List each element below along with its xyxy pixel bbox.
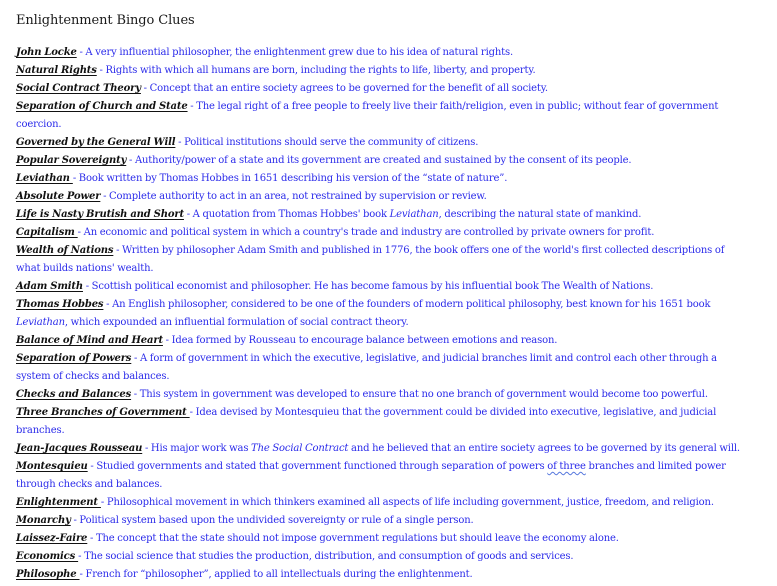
clue-term: Social Contract Theory [16,83,141,94]
clue-description [107,497,714,508]
clue-item [16,170,761,188]
italic-title: The Social Contract [251,443,349,454]
clue-item [16,296,761,332]
clue-item [16,224,761,242]
clue-item [16,494,761,512]
clue-description [105,65,535,76]
clue-term: Balance of Mind and Heart [16,335,163,346]
clue-item [16,566,761,584]
clue-item [16,332,761,350]
description-text: Political system based upon the undivided sovereignty or rule of a single person. [79,515,474,526]
description-text: Concept that an entire society agrees to be governed for the benefit of all society. [149,83,548,94]
clue-item [16,98,761,134]
clue-item [16,548,761,566]
description-text: Rights with which all humans are born, including the rights to life, liberty, and property. [105,65,536,76]
clue-term: Adam Smith [16,281,83,292]
clue-separator: - [100,497,107,508]
clue-separator: - [113,245,123,256]
clue-term: Thomas Hobbes [16,299,104,310]
clue-description [92,281,654,292]
clue-description [109,191,487,202]
clue-separator: - [140,83,150,94]
clue-description [135,155,632,166]
clue-separator: - [131,389,140,400]
spellcheck-flag: of three [547,461,586,472]
clue-item [16,206,761,224]
clue-term: Natural Rights [16,65,97,76]
clue-separator: - [142,443,151,454]
document-title: Enlightenment Bingo Clues [16,13,195,28]
clue-term: Philosophe [16,569,80,580]
clue-term: Separation of Church and State [16,101,188,112]
clue-separator: - [87,533,96,544]
clue-item [16,278,761,296]
clue-separator: - [100,191,110,202]
description-text: An economic and political system in which a country's trade and industry are controlled by private owners for profit. [83,227,655,238]
clue-term: Jean-Jacques Rousseau [16,443,143,454]
description-text: Book written by Thomas Hobbes in 1651 describing his version of the “state of nature”. [78,173,508,184]
clue-separator: - [76,47,86,58]
clue-item [16,62,761,80]
description-text: , which expounded an influential formulation of social contract theory. [64,317,409,328]
clue-term: Montesquieu [16,461,88,472]
clue-description [184,137,478,148]
clue-item [16,152,761,170]
clue-item [16,188,761,206]
description-text: Philosophical movement in which thinkers examined all aspects of life including government, justice, freedom, and religion. [106,497,714,508]
clue-description [16,299,710,328]
description-text: Complete authority to act in an area, not restrained by supervision or review. [109,191,487,202]
clue-item [16,350,761,386]
clue-item [16,134,761,152]
clue-separator: - [189,407,196,418]
clue-term: Three Branches of Government [16,407,190,418]
clue-term: Separation of Powers [16,353,132,364]
clue-term: John Locke [16,47,77,58]
description-text: Idea formed by Rousseau to encourage balance between emotions and reason. [171,335,558,346]
clue-item [16,44,761,62]
description-text: Idea devised by Montesquieu that the government could be divided into executive, legislative, and judicial branches. [16,407,717,436]
clue-separator: - [77,227,84,238]
description-text: This system in government was developed to ensure that no one branch of government would become too powerful. [139,389,708,400]
clue-separator: - [175,137,185,148]
clue-term: Life is Nasty Brutish and Short [16,209,184,220]
clue-term: Leviathan [16,173,73,184]
clue-separator: - [82,281,92,292]
clue-description [85,47,513,58]
clue-term: Checks and Balances [16,389,132,400]
clue-separator: - [187,101,197,112]
description-text: A form of government in which the executive, legislative, and judicial branches limit and control each other through a system of checks and balances. [16,353,717,382]
description-text: Written by philosopher Adam Smith and published in 1776, the book offers one of the world's first collected descriptions of what builds nations' wealth. [16,245,725,274]
clue-description [96,533,619,544]
clue-term: Laissez-Faire [16,533,88,544]
clue-separator: - [103,299,113,310]
clue-description [85,569,472,580]
clue-item [16,512,761,530]
clue-description [84,551,573,562]
clue-description [79,173,507,184]
description-text: , describing the natural state of mankind. [438,209,642,220]
clue-description [79,515,473,526]
description-text: An English philosopher, considered to be one of the founders of modern political philosophy, best known for his 1651 book [112,299,711,310]
description-text: branches and limited power through checks and balances. [16,461,726,490]
description-text: Studied governments and stated that government functioned through separation of powers [96,461,548,472]
clue-description [151,443,740,454]
clue-description [16,461,726,490]
clue-description [150,83,548,94]
italic-title: Leviathan [389,209,439,220]
clue-term: Capitalism [16,227,78,238]
clue-description [16,245,724,274]
clue-item [16,530,761,548]
clue-term: Popular Sovereignty [16,155,127,166]
description-text: Scottish political economist and philosopher. He has become famous by his influential book The Wealth of Nations. [91,281,654,292]
clue-item [16,440,761,458]
description-text: A quotation from Thomas Hobbes' book [192,209,390,220]
description-text: French for “philosopher”, applied to all intellectuals during the enlightenment. [85,569,473,580]
clue-separator: - [87,461,97,472]
clue-list [16,44,761,584]
clue-term: Governed by the General Will [16,137,176,148]
clue-separator: - [183,209,193,220]
clue-separator: - [72,173,79,184]
clue-description [193,209,642,220]
clue-description [84,227,655,238]
clue-separator: - [162,335,172,346]
description-text: A very influential philosopher, the enlightenment grew due to his idea of natural rights. [85,47,514,58]
clue-term: Enlightenment [16,497,101,508]
clue-item [16,242,761,278]
clue-term: Wealth of Nations [16,245,114,256]
clue-item [16,458,761,494]
clue-term: Absolute Power [16,191,101,202]
clue-separator: - [96,65,106,76]
clue-item [16,386,761,404]
clue-description [172,335,558,346]
description-text: The social science that studies the production, distribution, and consumption of goods and services. [84,551,574,562]
clue-item [16,80,761,98]
description-text: and he believed that an entire society agrees to be governed by its general will. [348,443,740,454]
clue-term: Economics [16,551,79,562]
description-text: The legal right of a free people to freely live their faith/religion, even in public; without fear of government coercion. [16,101,719,130]
description-text: Political institutions should serve the community of citizens. [184,137,479,148]
clue-separator: - [79,569,86,580]
description-text: Authority/power of a state and its government are created and sustained by the consent of its people. [134,155,632,166]
description-text: His major work was [150,443,252,454]
clue-description [140,389,708,400]
description-text: The concept that the state should not impose government regulations but should leave the economy alone. [95,533,619,544]
clue-separator: - [70,515,80,526]
clue-term: Monarchy [16,515,71,526]
italic-title: Leviathan [16,317,65,328]
clue-separator: - [131,353,140,364]
clue-separator: - [126,155,135,166]
clue-item [16,404,761,440]
clue-separator: - [78,551,85,562]
